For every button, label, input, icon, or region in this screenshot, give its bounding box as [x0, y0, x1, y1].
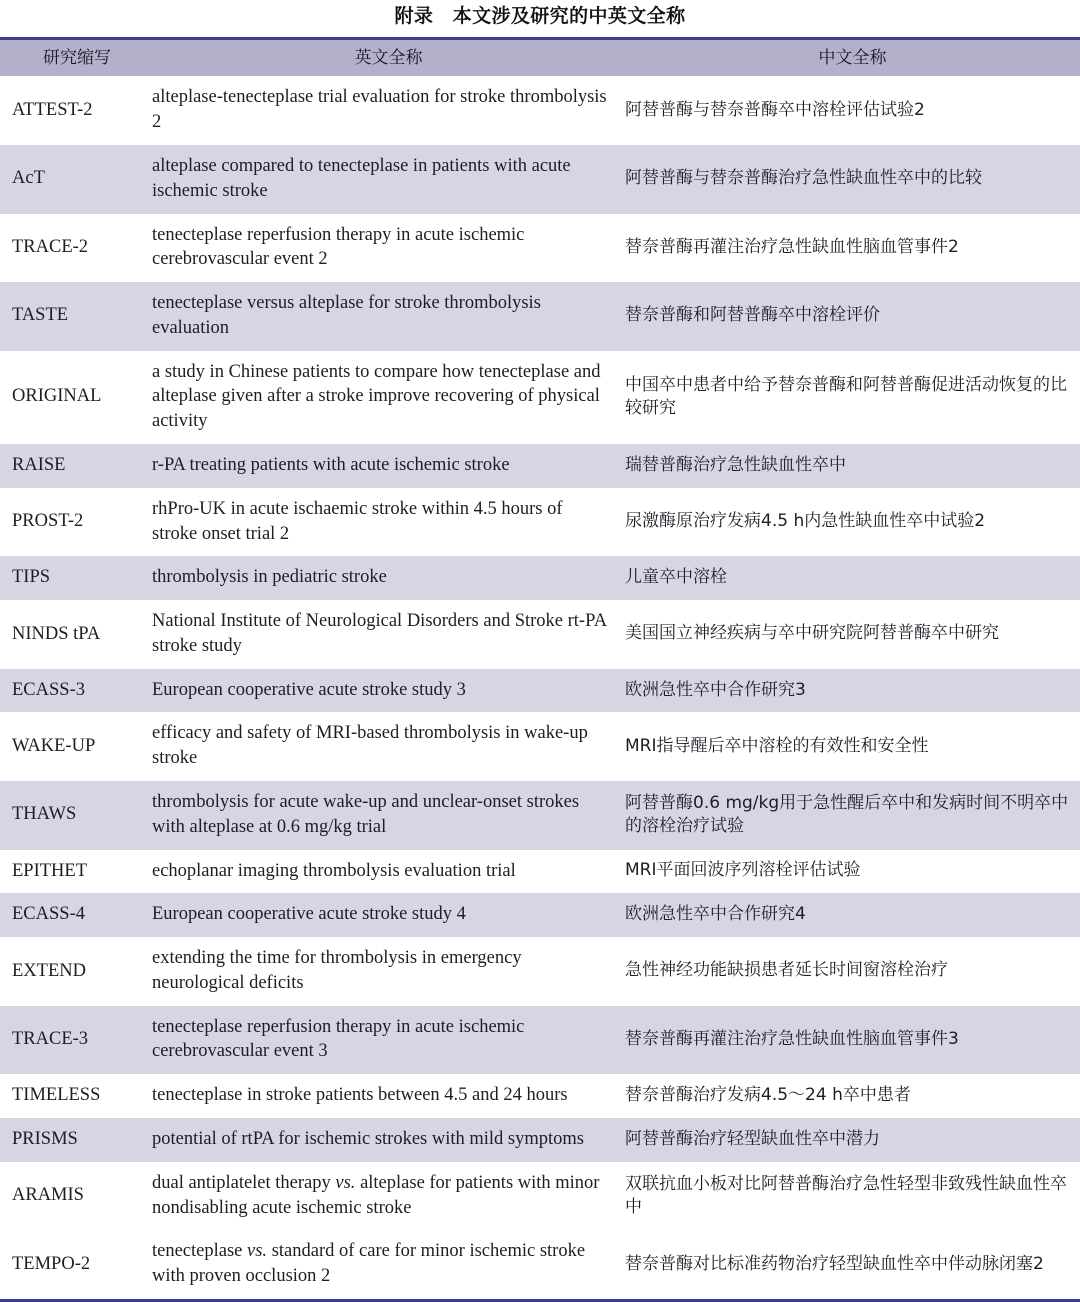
text-segment: alteplase for patients with minor nondisabling acute ischemic stroke [152, 1172, 600, 1218]
cell-english-full-name: r-PA treating patients with acute ischemic stroke [152, 454, 510, 475]
cell-english-full-name: tenecteplase in stroke patients between 4.5 and 24 hours [152, 1085, 568, 1106]
cell-english-full-name: thrombolysis in pediatric stroke [152, 567, 387, 588]
cell-chinese-full-name: 欧洲急性卒中合作研究3 [625, 679, 806, 700]
cell-chinese-full-name: MRI平面回波序列溶栓评估试验 [625, 860, 861, 881]
table-row [0, 1118, 1080, 1162]
cell-english-full-name: National Institute of Neurological Disorders and Stroke rt-PA stroke study [152, 611, 607, 656]
table-row [0, 781, 1080, 850]
table-row [0, 1162, 1080, 1231]
cell-study-abbreviation: ORIGINAL [12, 386, 102, 407]
text-segment: tenecteplase [152, 1241, 248, 1262]
text-italic-segment: vs. [247, 1241, 268, 1262]
cell-chinese-full-name: 急性神经功能缺损患者延长时间窗溶栓治疗 [625, 960, 948, 981]
cell-chinese-full-name: 尿激酶原治疗发病4.5 h内急性缺血性卒中试验2 [625, 510, 986, 531]
cell-study-abbreviation: TIPS [12, 567, 51, 588]
table-row [0, 556, 1080, 600]
cell-chinese-full-name: 美国国立神经疾病与卒中研究院阿替普酶卒中研究 [625, 623, 999, 644]
cell-english-full-name: extending the time for thrombolysis in emergency neurological deficits [152, 948, 522, 993]
cell-english-full-name: efficacy and safety of MRI-based thrombolysis in wake-up stroke [152, 723, 588, 769]
cell-english-full-name: tenecteplase reperfusion therapy in acute ischemic cerebrovascular event 3 [152, 1016, 525, 1062]
cell-chinese-full-name: 替奈普酶治疗发病4.5～24 h卒中患者 [625, 1085, 911, 1106]
cell-study-abbreviation: TRACE-2 [12, 236, 89, 257]
text-segment: standard of care for minor ischemic stroke with proven occlusion 2 [152, 1241, 586, 1287]
cell-english-full-name: alteplase-tenecteplase trial evaluation for stroke thrombolysis 2 [152, 87, 607, 133]
cell-study-abbreviation: EXTEND [12, 960, 86, 981]
table-row [0, 712, 1080, 781]
table-row [0, 1006, 1080, 1075]
cell-study-abbreviation: ARAMIS [12, 1185, 84, 1206]
cell-study-abbreviation: ATTEST-2 [12, 99, 93, 120]
cell-english-full-name [152, 1230, 625, 1300]
cell-study-abbreviation: EPITHET [12, 860, 88, 881]
table-header [0, 38, 1080, 76]
cell-study-abbreviation: RAISE [12, 454, 66, 475]
cell-study-abbreviation: TASTE [12, 305, 69, 326]
table-row [0, 76, 1080, 145]
cell-chinese-full-name: 阿替普酶与替奈普酶治疗急性缺血性卒中的比较 [625, 168, 982, 189]
cell-english-full-name: tenecteplase reperfusion therapy in acute ischemic cerebrovascular event 2 [152, 224, 525, 270]
cell-study-abbreviation: WAKE-UP [12, 735, 96, 756]
table-row [0, 444, 1080, 488]
cell-english-full-name: potential of rtPA for ischemic strokes with mild symptoms [152, 1129, 584, 1150]
cell-chinese-full-name: 欧洲急性卒中合作研究4 [625, 904, 806, 925]
cell-chinese-full-name: 替奈普酶和阿替普酶卒中溶栓评价 [625, 305, 880, 326]
cell-english-full-name: rhPro-UK in acute ischaemic stroke within 4.5 hours of stroke onset trial 2 [152, 498, 563, 544]
text-italic-segment: vs. [335, 1172, 356, 1193]
cell-study-abbreviation: ECASS-3 [12, 679, 85, 700]
cell-chinese-full-name: 阿替普酶治疗轻型缺血性卒中潜力 [625, 1128, 880, 1149]
cell-english-full-name: echoplanar imaging thrombolysis evaluation trial [152, 860, 516, 881]
cell-chinese-full-name: 替奈普酶对比标准药物治疗轻型缺血性卒中伴动脉闭塞2 [625, 1253, 1044, 1274]
table-row [0, 282, 1080, 351]
cell-english-full-name: alteplase compared to tenecteplase in patients with acute ischemic stroke [152, 155, 571, 201]
table-row [0, 351, 1080, 444]
cell-study-abbreviation: TEMPO-2 [12, 1253, 91, 1274]
cell-chinese-full-name: 替奈普酶再灌注治疗急性缺血性脑血管事件3 [625, 1028, 959, 1049]
cell-chinese-full-name: 中国卒中患者中给予替奈普酶和阿替普酶促进活动恢复的比较研究 [625, 374, 1067, 418]
cell-chinese-full-name: MRI指导醒后卒中溶栓的有效性和安全性 [625, 735, 929, 756]
table-row [0, 850, 1080, 894]
table-row [0, 1230, 1080, 1300]
table-row [0, 488, 1080, 557]
cell-english-full-name: European cooperative acute stroke study 4 [152, 904, 466, 925]
cell-study-abbreviation: PRISMS [12, 1129, 78, 1150]
cell-english-full-name: thrombolysis for acute wake-up and unclear-onset strokes with alteplase at 0.6 mg/kg trial [152, 792, 580, 837]
cell-study-abbreviation: TRACE-3 [12, 1029, 89, 1050]
table-row [0, 937, 1080, 1006]
table-row [0, 214, 1080, 283]
cell-chinese-full-name: 替奈普酶再灌注治疗急性缺血性脑血管事件2 [625, 236, 959, 257]
cell-study-abbreviation: AcT [12, 168, 45, 189]
cell-study-abbreviation: PROST-2 [12, 511, 84, 532]
table-header-row [0, 38, 1080, 76]
column-header-abbreviation: 研究缩写 [43, 47, 111, 67]
text-segment: dual antiplatelet therapy [152, 1172, 336, 1193]
cell-chinese-full-name: 阿替普酶0.6 mg/kg用于急性醒后卒中和发病时间不明卒中的溶栓治疗试验 [625, 792, 1069, 836]
cell-chinese-full-name: 瑞替普酶治疗急性缺血性卒中 [625, 454, 846, 475]
page-title: 附录 本文涉及研究的中英文全称 [394, 6, 686, 27]
column-header-english-name: 英文全称 [354, 47, 423, 67]
table-row [0, 145, 1080, 214]
cell-study-abbreviation: THAWS [12, 804, 77, 825]
cell-study-abbreviation: TIMELESS [12, 1085, 101, 1106]
cell-english-full-name: European cooperative acute stroke study 3 [152, 679, 466, 700]
cell-chinese-full-name: 双联抗血小板对比阿替普酶治疗急性轻型非致残性缺血性卒中 [625, 1173, 1067, 1217]
cell-english-full-name [152, 1162, 625, 1231]
appendix-table [0, 37, 1080, 1302]
column-header-chinese-name: 中文全称 [818, 47, 887, 67]
cell-study-abbreviation: NINDS tPA [12, 623, 101, 644]
table-row [0, 669, 1080, 713]
cell-chinese-full-name: 阿替普酶与替奈普酶卒中溶栓评估试验2 [625, 99, 925, 120]
table-row [0, 893, 1080, 937]
cell-english-full-name: a study in Chinese patients to compare how tenecteplase and alteplase given after a stroke improve recovering of physical activity [152, 361, 601, 432]
cell-chinese-full-name: 儿童卒中溶栓 [625, 567, 727, 588]
table-row [0, 1074, 1080, 1118]
cell-study-abbreviation: ECASS-4 [12, 904, 85, 925]
cell-english-full-name: tenecteplase versus alteplase for stroke thrombolysis evaluation [152, 293, 541, 338]
table-row [0, 600, 1080, 669]
table-body [0, 76, 1080, 1300]
